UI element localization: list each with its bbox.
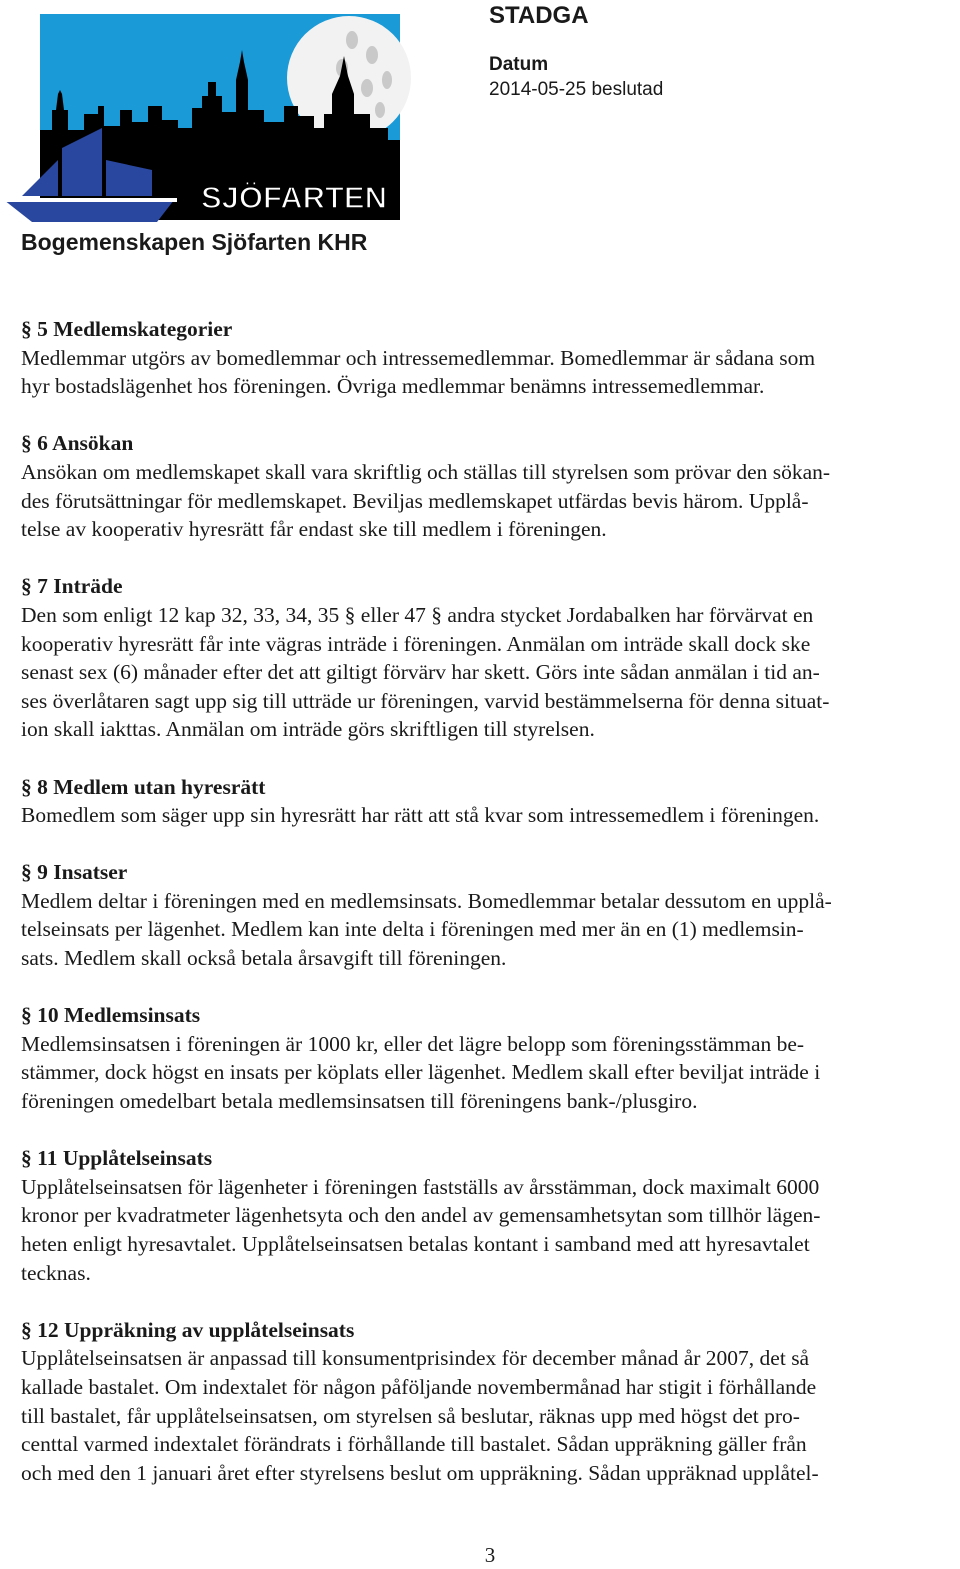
section-line: stämmer, dock högst en insats per köplats eller lägenhet. Medlem skall efter beviljat inträde i xyxy=(21,1060,821,1085)
section-line: Upplåtelseinsatsen för lägenheter i föreningen fastställs av årsstämman, dock maximalt 6000 xyxy=(21,1174,820,1199)
logo-graphic xyxy=(2,10,412,222)
section-heading: § 9 Insatser xyxy=(21,860,128,885)
section-line: kooperativ hyresrätt får inte vägras inträde i föreningen. Anmälan om inträde skall dock ske xyxy=(21,631,811,656)
document-title: STADGA xyxy=(489,2,589,29)
date-label: Datum xyxy=(489,54,549,75)
section-line: des förutsättningar för medlemskapet. Beviljas medlemskapet utfärdas bevis härom. Upplå- xyxy=(21,488,809,513)
section-line: tecknas. xyxy=(21,1260,91,1285)
section-7-intrade xyxy=(21,572,951,744)
organization-name: Bogemenskapen Sjöfarten KHR xyxy=(21,229,368,255)
section-line: centtal varmed indextalet förändrats i förhållande till bastalet. Sådan uppräkning gäller från xyxy=(21,1432,807,1457)
section-line: Ansökan om medlemskapet skall vara skriftlig och ställas till styrelsen som prövar den sökan- xyxy=(21,459,831,484)
section-9-insatser xyxy=(21,858,951,972)
section-heading: § 5 Medlemskategorier xyxy=(21,317,233,341)
section-heading: § 10 Medlemsinsats xyxy=(21,1003,201,1028)
section-line: Medlemmar utgörs av bomedlemmar och intressemedlemmar. Bomedlemmar är sådana som xyxy=(21,345,816,370)
section-line: telseinsats per lägenhet. Medlem kan inte delta i föreningen med mer än en (1) medlemsin- xyxy=(21,917,804,942)
section-heading: § 6 Ansökan xyxy=(21,431,134,456)
section-line: hyr bostadslägenhet hos föreningen. Övriga medlemmar benämns intressemedlemmar. xyxy=(21,374,765,399)
section-line: Medlem deltar i föreningen med en medlemsinsats. Bomedlemmar betalar dessutom en upplå- xyxy=(21,888,832,913)
section-heading: § 8 Medlem utan hyresrätt xyxy=(21,774,266,799)
section-line: telse av kooperativ hyresrätt får endast ske till medlem i föreningen. xyxy=(21,517,607,542)
section-line: ion skall iakttas. Anmälan om inträde görs skriftligen till styrelsen. xyxy=(21,717,595,742)
section-6-ansokan xyxy=(21,429,951,543)
section-heading: § 12 Uppräkning av upplåtelseinsats xyxy=(21,1317,355,1342)
sjofarten-logo xyxy=(2,10,412,222)
ship-deck-line xyxy=(2,198,177,202)
section-8-medlem-utan-hyresratt xyxy=(21,773,951,830)
section-heading: § 11 Upplåtelseinsats xyxy=(21,1146,213,1171)
section-line: kronor per kvadratmeter lägenhetsyta och den andel av gemensamhetsytan som tillhör lägen- xyxy=(21,1203,821,1228)
page-number: 3 xyxy=(484,1543,496,1567)
section-line: ses överlåtaren sagt upp sig till utträde ur föreningen, varvid bestämmelserna för denna situat- xyxy=(21,688,830,713)
section-10-medlemsinsats xyxy=(21,1001,951,1115)
logo-wordmark: SJÖFARTEN xyxy=(200,180,387,215)
section-11-upplatelseinsats xyxy=(21,1144,951,1287)
section-line: senast sex (6) månader efter det att giltigt förvärv har skett. Görs inte sådan anmälan i tid an- xyxy=(21,660,820,685)
section-12-upprakning xyxy=(21,1316,951,1488)
section-line: heten enligt hyresavtalet. Upplåtelseinsatsen betalas kontant i samband med att hyresavtalet xyxy=(21,1232,810,1256)
bylaws-sections xyxy=(21,315,951,1516)
section-5-medlemskategorier xyxy=(21,315,951,401)
section-line: kallade bastalet. Om indextalet för någon påföljande novembermånad har stigit i förhållande xyxy=(21,1374,817,1399)
section-line: till bastalet, får upplåtelseinsatsen, om styrelsen så beslutar, räknas upp med högst det pro- xyxy=(21,1403,800,1428)
section-line: Den som enligt 12 kap 32, 33, 34, 35 § eller 47 § andra stycket Jordabalken har förvärvat en xyxy=(21,602,814,627)
section-line: Medlemsinsatsen i föreningen är 1000 kr, eller det lägre belopp som föreningsstämman be- xyxy=(21,1031,805,1056)
section-line: Bomedlem som säger upp sin hyresrätt har rätt att stå kvar som intressemedlem i föreningen. xyxy=(21,803,820,828)
section-line: och med den 1 januari året efter styrelsens beslut om uppräkning. Sådan uppräknad upplåtel- xyxy=(21,1460,819,1485)
section-line: sats. Medlem skall också betala årsavgift till föreningen. xyxy=(21,946,507,971)
section-line: föreningen omedelbart betala medlemsinsatsen till föreningens bank-/plusgiro. xyxy=(21,1089,698,1114)
date-value: 2014-05-25 beslutad xyxy=(489,79,664,100)
section-heading: § 7 Inträde xyxy=(21,574,123,599)
section-line: Upplåtelseinsatsen är anpassad till konsumentprisindex för december månad år 2007, det så xyxy=(21,1346,810,1371)
